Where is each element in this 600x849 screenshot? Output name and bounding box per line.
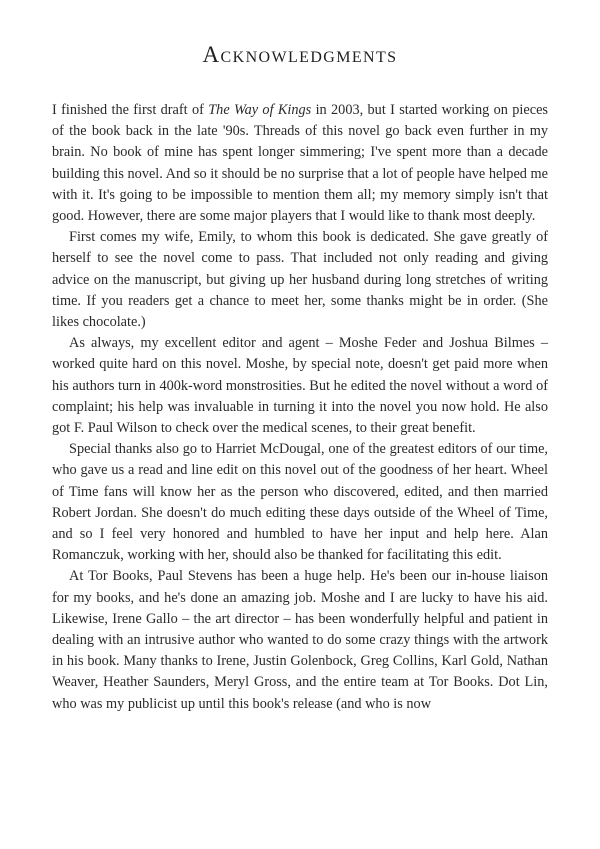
paragraph-3: As always, my excellent editor and agent – Moshe Feder and Joshua Bilmes – worked quite hard on this novel. Moshe, by special note, doesn't get paid more when his authors turn in 400k-word monstrosities. But he edited the novel without a word of complaint; his help was invaluable in turning it into the novel you now hold. He also got F. Paul Wilson to check over the medical scenes, to their great benefit.	[52, 335, 548, 437]
acknowledgments-body	[52, 100, 548, 715]
paragraph-1-before: I finished the first draft of	[52, 102, 209, 118]
paragraph-1-after: in 2003, but I started working on pieces of the book back in the late '90s. Threads of this novel go back even further in my brain. No book of mine has spent longer simmering; I've spent more than a decade building this novel. And so it should be no surprise that a lot of people have helped me with it. It's going to be impossible to mention them all; my memory simply isn't that good. However, there are some major players that I would like to thank most deeply.	[52, 102, 548, 225]
page-title: Acknowledgments	[202, 42, 398, 68]
paragraph-2: First comes my wife, Emily, to whom this book is dedicated. She gave greatly of herself to see the novel come to pass. That included not only reading and giving advice on the manuscript, but giving up her husband during long stretches of writing time. If you readers get a chance to meet her, some thanks might be in order. (She likes chocolate.)	[52, 229, 548, 331]
paragraph-4: Special thanks also go to Harriet McDougal, one of the greatest editors of our time, who gave us a read and line edit on this novel out of the goodness of her heart. Wheel of Time fans will know her as the person who discovered, edited, and then married Robert Jordan. She doesn't do much editing these days outside of the Wheel of Time, and so I feel very honored and humbled to have her input and help here. Alan Romanczuk, working with her, should also be thanked for facilitating this edit.	[52, 441, 548, 564]
paragraph-1	[52, 100, 548, 227]
paragraph-5: At Tor Books, Paul Stevens has been a huge help. He's been our in-house liaison for my books, and he's done an amazing job. Moshe and I are lucky to have his aid. Likewise, Irene Gallo – the art director – has been wonderfully helpful and patient in dealing with an intrusive author who wanted to do some crazy things with the artwork in his book. Many thanks to Irene, Justin Golenbock, Greg Collins, Karl Gold, Nathan Weaver, Heather Saunders, Meryl Gross, and the entire team at Tor Books. Dot Lin, who was my publicist up until this book's release (and who is now	[52, 568, 548, 712]
book-title: The Way of Kings	[208, 102, 312, 118]
